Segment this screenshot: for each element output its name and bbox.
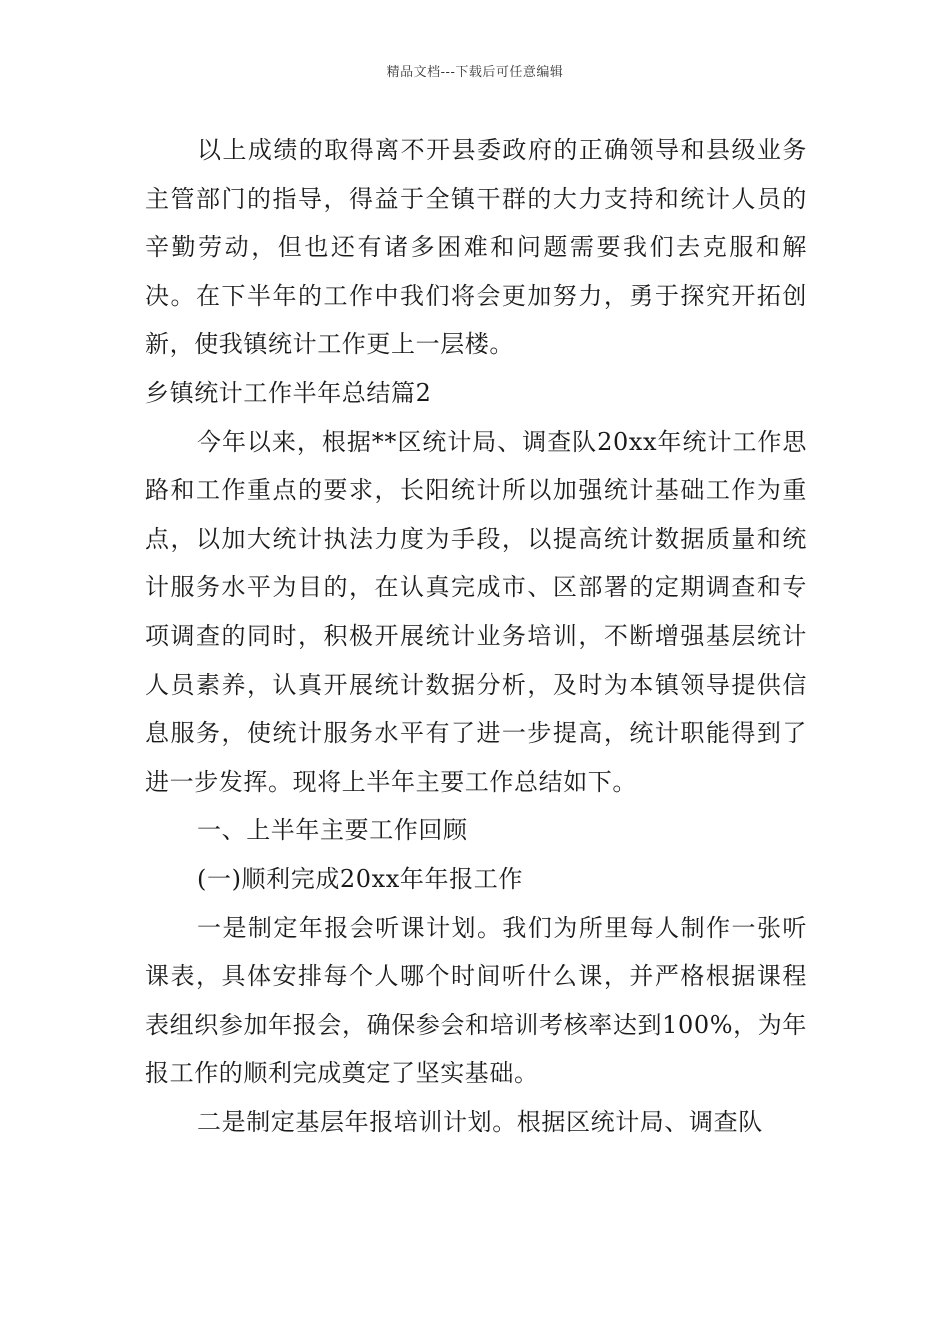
- subheading-annual-report: (一)顺利完成20xx年年报工作: [197, 864, 523, 893]
- document-body: [145, 126, 807, 1146]
- paragraph-point-two: 二是制定基层年报培训计划。根据区统计局、调查队: [197, 1107, 763, 1136]
- section-title: 乡镇统计工作半年总结篇2: [145, 378, 432, 407]
- heading-work-review: 一、上半年主要工作回顾: [197, 816, 468, 845]
- paragraph-point-one: 一是制定年报会听课计划。我们为所里每人制作一张听课表，具体安排每个人哪个时间听什么课，并严格根据课程表组织参加年报会，确保参会和培训考核率达到100%，为年报工作的顺利完成奠定了坚实基础。: [145, 913, 807, 1088]
- page-header: 精品文档---下载后可任意编辑: [386, 65, 564, 80]
- paragraph-achievements-summary: 以上成绩的取得离不开县委政府的正确领导和县级业务主管部门的指导，得益于全镇干群的大力支持和统计人员的辛勤劳动，但也还有诸多困难和问题需要我们去克服和解决。在下半年的工作中我们将会更加努力，勇于探究开拓创新，使我镇统计工作更上一层楼。: [145, 136, 807, 359]
- paragraph-intro: 今年以来，根据**区统计局、调查队20xx年统计工作思路和工作重点的要求，长阳统计所以加强统计基础工作为重点，以加大统计执法力度为手段，以提高统计数据质量和统计服务水平为目的，在认真完成市、区部署的定期调查和专项调查的同时，积极开展统计业务培训，不断增强基层统计人员素养，认真开展统计数据分析，及时为本镇领导提供信息服务，使统计服务水平有了进一步提高，统计职能得到了进一步发挥。现将上半年主要工作总结如下。: [145, 427, 807, 796]
